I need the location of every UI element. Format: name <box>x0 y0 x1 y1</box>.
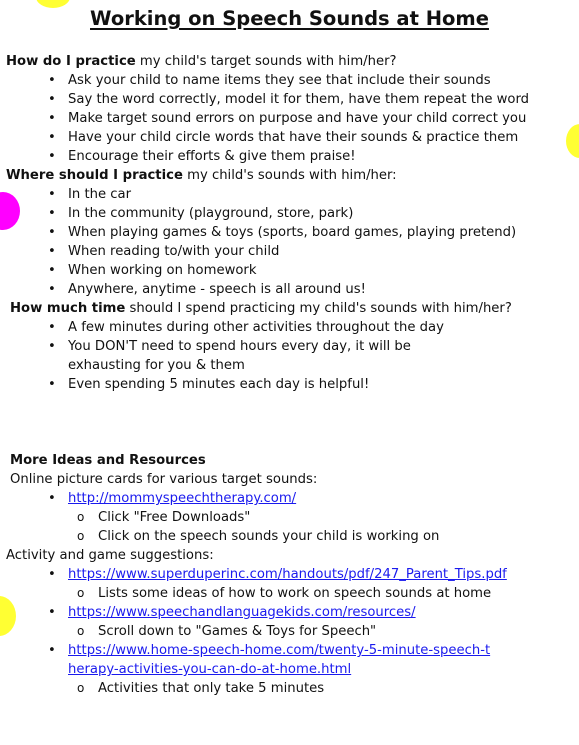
list-item: • You DON'T need to spend hours every day, it will be exhausting for you & them <box>0 337 486 375</box>
mommy-speech-therapy-link[interactable]: http://mommyspeechtherapy.com/ <box>68 491 297 506</box>
super-duper-link[interactable]: https://www.superduperinc.com/handouts/pdf/247_Parent_Tips.pdf <box>68 567 507 582</box>
list-item: • Even spending 5 minutes each day is helpful! <box>0 375 579 394</box>
list-item: • Ask your child to name items they see that include their sounds <box>0 71 579 90</box>
sub-list-item: o Click on the speech sounds your child is working on <box>0 527 579 546</box>
question-where: Where should I practice my child's sounds with him/her: <box>6 168 397 183</box>
how-list <box>0 71 579 166</box>
list-item <box>0 489 579 508</box>
speech-and-language-kids-link[interactable]: https://www.speechandlanguagekids.com/resources/ <box>68 605 416 620</box>
where-list <box>0 185 579 299</box>
list-item: • Say the word correctly, model it for them, have them repeat the word <box>0 90 579 109</box>
picture-cards-sublist <box>0 508 579 546</box>
activity-list-3 <box>0 641 579 679</box>
picture-cards-label: Online picture cards for various target sounds: <box>10 472 318 487</box>
list-item: • A few minutes during other activities throughout the day <box>0 318 579 337</box>
activity-sublist-3 <box>0 679 579 698</box>
activity-sublist-1 <box>0 584 579 603</box>
sub-list-item: o Scroll down to "Games & Toys for Speech" <box>0 622 579 641</box>
list-item: • Encourage their efforts & give them praise! <box>0 147 579 166</box>
home-speech-home-link[interactable]: https://www.home-speech-home.com/twenty-5-minute-speech-therapy-activities-you-can-do-at-home.html <box>68 643 491 677</box>
question-how: How do I practice my child's target sounds with him/her? <box>6 54 397 69</box>
list-item: • Anywhere, anytime - speech is all around us! <box>0 280 579 299</box>
sub-list-item: o Activities that only take 5 minutes <box>0 679 579 698</box>
list-item: • Have your child circle words that have their sounds & practice them <box>0 128 579 147</box>
list-item <box>0 641 498 679</box>
question-time: How much time should I spend practicing my child's sounds with him/her? <box>10 301 512 316</box>
picture-cards-list <box>0 489 579 508</box>
list-item: • In the car <box>0 185 579 204</box>
document-body <box>0 52 579 698</box>
page-title: Working on Speech Sounds at Home <box>90 7 489 30</box>
list-item: • When working on homework <box>0 261 579 280</box>
resources-heading: More Ideas and Resources <box>10 453 206 468</box>
list-item: • When reading to/with your child <box>0 242 579 261</box>
list-item: • When playing games & toys (sports, board games, playing pretend) <box>0 223 579 242</box>
activity-list-1 <box>0 565 579 584</box>
list-item: • In the community (playground, store, park) <box>0 204 579 223</box>
sub-list-item: o Lists some ideas of how to work on speech sounds at home <box>0 584 579 603</box>
activity-sublist-2 <box>0 622 579 641</box>
activity-label: Activity and game suggestions: <box>6 548 214 563</box>
list-item: • Make target sound errors on purpose and have your child correct you <box>0 109 579 128</box>
list-item <box>0 565 579 584</box>
sub-list-item: o Click "Free Downloads" <box>0 508 579 527</box>
list-item <box>0 603 579 622</box>
time-list <box>0 318 579 394</box>
activity-list-2 <box>0 603 579 622</box>
